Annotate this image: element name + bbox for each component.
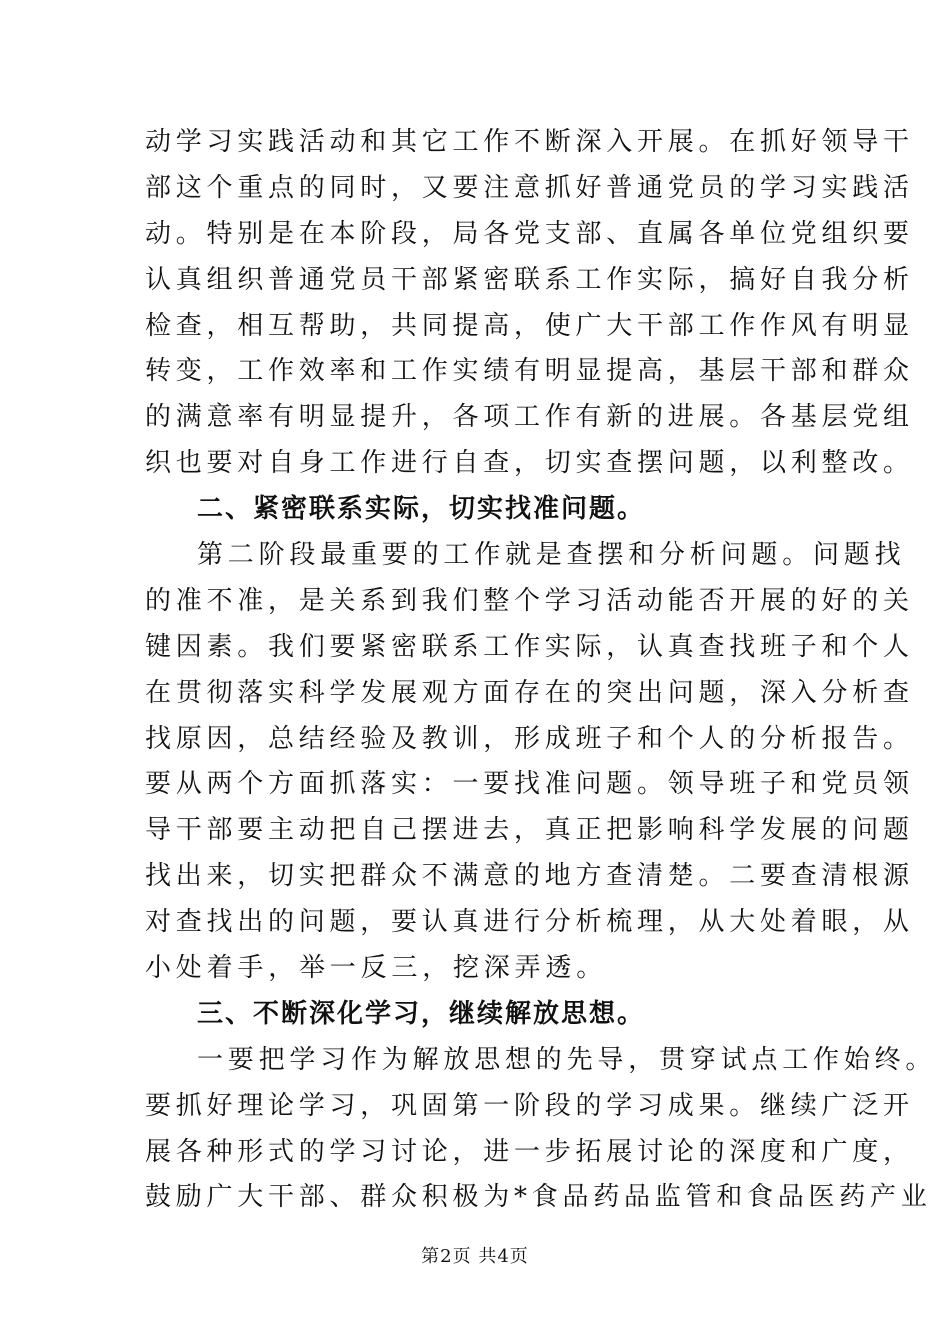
paragraph-line: 找原因，总结经验及教训，形成班子和个人的分析报告。 <box>145 723 914 754</box>
paragraph-line: 在贯彻落实科学发展观方面存在的突出问题，深入分析查 <box>145 677 914 708</box>
document-body <box>145 120 937 1221</box>
paragraph-line: 展各种形式的学习讨论，进一步拓展讨论的深度和广度， <box>145 1136 914 1167</box>
paragraph-line: 对查找出的问题，要认真进行分析梳理，从大处着眼，从 <box>145 907 914 938</box>
paragraph-line: 第二阶段最重要的工作就是查摆和分析问题。问题找 <box>197 540 906 571</box>
paragraph-line: 鼓励广大干部、群众积极为*食品药品监管和食品医药产业 <box>145 1182 932 1213</box>
paragraph-line: 认真组织普通党员干部紧密联系工作实际，搞好自我分析 <box>145 264 914 295</box>
paragraph-line: 要从两个方面抓落实：一要找准问题。领导班子和党员领 <box>145 769 914 800</box>
page-number-footer: 第2页 共4页 <box>421 1246 529 1267</box>
paragraph-line: 键因素。我们要紧密联系工作实际，认真查找班子和个人 <box>145 631 914 662</box>
paragraph-line: 部这个重点的同时，又要注意抓好普通党员的学习实践活 <box>145 172 914 203</box>
section-heading: 三、不断深化学习，继续解放思想。 <box>197 998 646 1029</box>
paragraph-line: 转变，工作效率和工作实绩有明显提高，基层干部和群众 <box>145 356 914 387</box>
paragraph-line: 要抓好理论学习，巩固第一阶段的学习成果。继续广泛开 <box>145 1090 914 1121</box>
paragraph-line: 织也要对自身工作进行自查，切实查摆问题，以利整改。 <box>145 448 914 479</box>
paragraph-line: 动。特别是在本阶段，局各党支部、直属各单位党组织要 <box>145 218 914 249</box>
paragraph-line: 找出来，切实把群众不满意的地方查清楚。二要查清根源 <box>145 861 914 892</box>
section-heading: 二、紧密联系实际，切实找准问题。 <box>197 494 646 525</box>
paragraph-line: 动学习实践活动和其它工作不断深入开展。在抓好领导干 <box>145 127 914 157</box>
paragraph-line: 一要把学习作为解放思想的先导，贯穿试点工作始终。 <box>197 1044 937 1075</box>
paragraph-line: 小处着手，举一反三，挖深弄透。 <box>145 953 608 984</box>
paragraph-line: 的满意率有明显提升，各项工作有新的进展。各基层党组 <box>145 402 914 433</box>
paragraph-line: 导干部要主动把自己摆进去，真正把影响科学发展的问题 <box>145 815 914 846</box>
paragraph-line: 检查，相互帮助，共同提高，使广大干部工作作风有明显 <box>145 310 914 341</box>
paragraph-line: 的准不准，是关系到我们整个学习活动能否开展的好的关 <box>145 585 914 616</box>
